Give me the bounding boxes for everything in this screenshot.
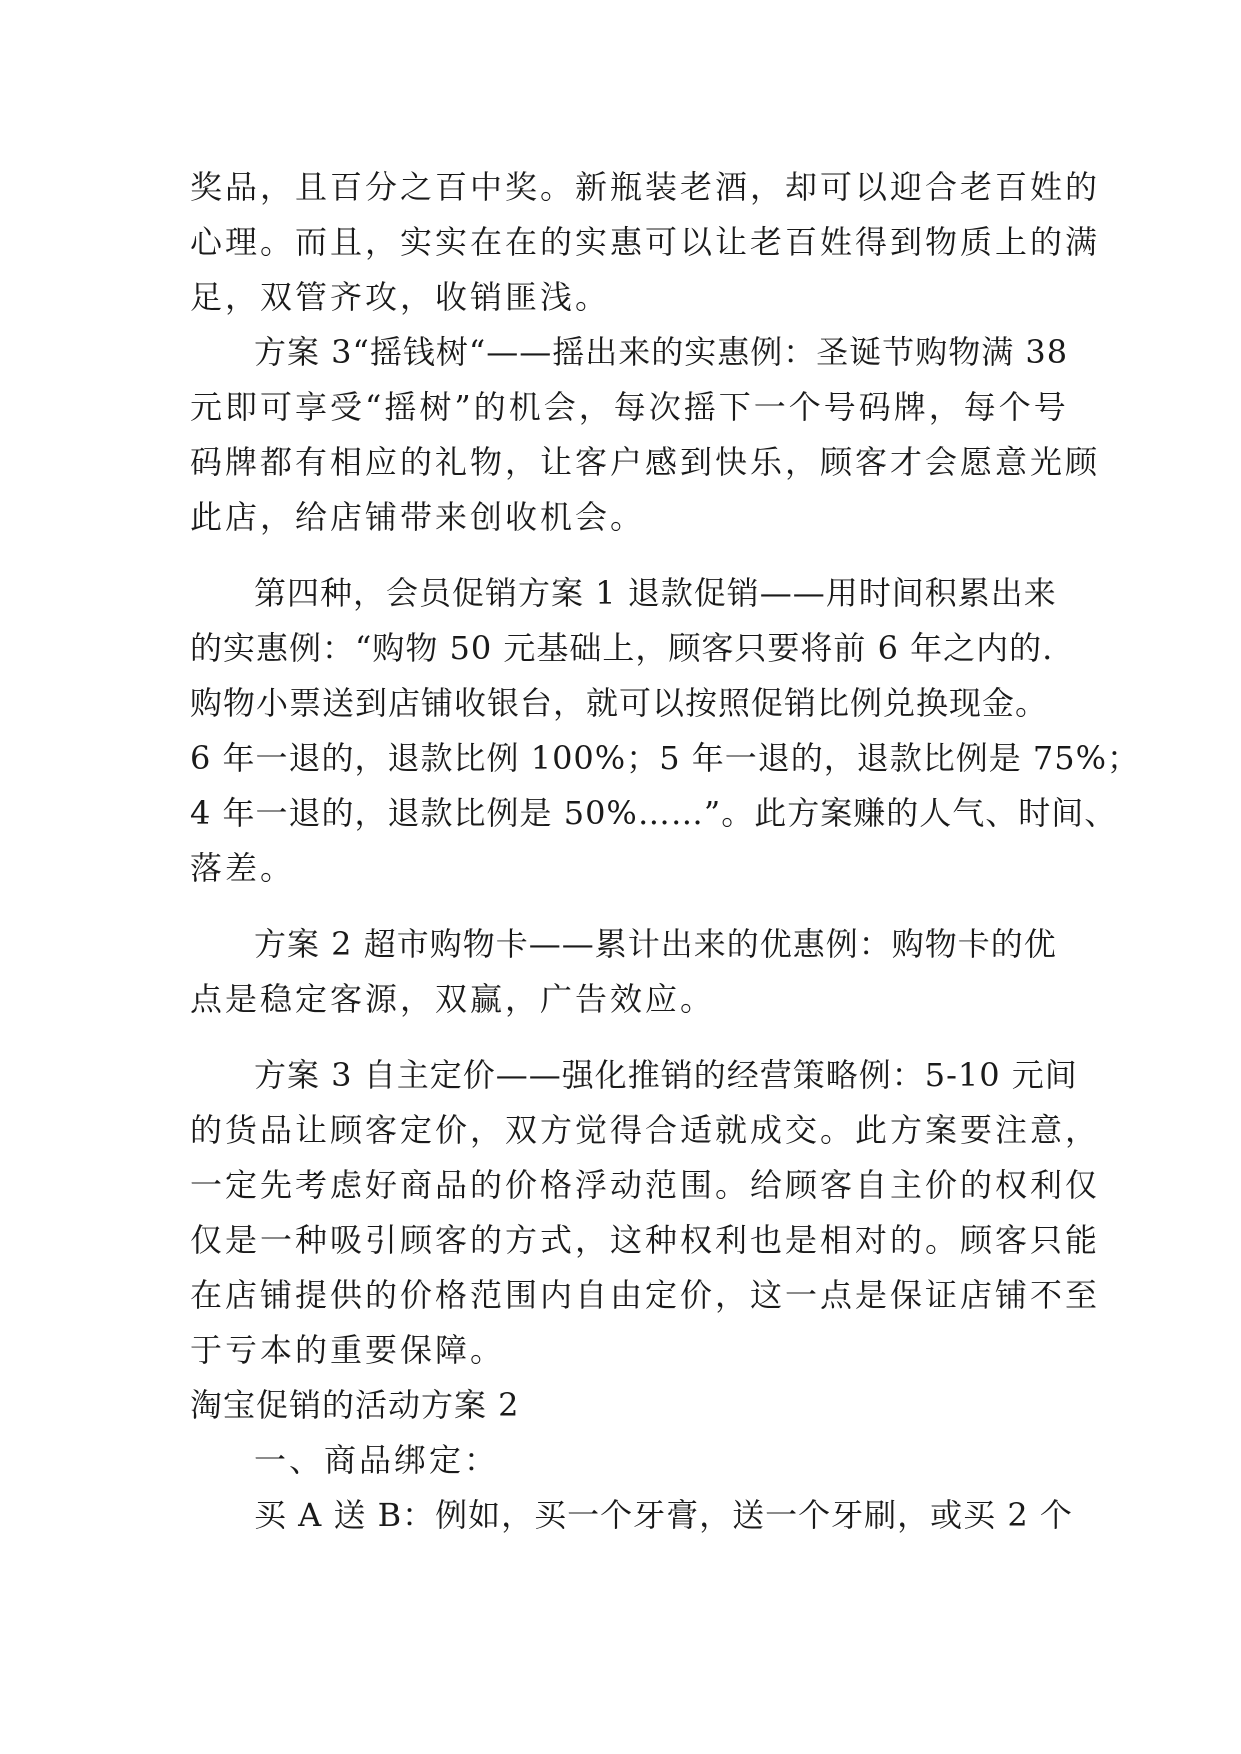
text-line: 元即可享受“摇树”的机会，每次摇下一个号码牌，每个号 [190, 388, 1069, 426]
text-line: 落差。 [190, 849, 296, 887]
text-line: 心理。而且，实实在在的实惠可以让老百姓得到物质上的满 [190, 223, 1101, 261]
text-line: 仅是一种吸引顾客的方式，这种权利也是相对的。顾客只能 [190, 1221, 1101, 1259]
text-line: 方案 3 自主定价——强化推销的经营策略例：5-10 元间 [254, 1056, 1078, 1094]
section-heading: 淘宝促销的活动方案 2 [190, 1386, 520, 1424]
text-line: 方案 2 超市购物卡——累计出来的优惠例：购物卡的优 [254, 925, 1057, 963]
text-line: 第四种，会员促销方案 1 退款促销——用时间积累出来 [254, 574, 1057, 612]
text-line: 此店，给店铺带来创收机会。 [190, 498, 646, 536]
text-line: 4 年一退的，退款比例是 50%……”。此方案赚的人气、时间、 [190, 794, 1118, 832]
text-line: 方案 3“摇钱树“——摇出来的实惠例：圣诞节购物满 38 [254, 333, 1069, 371]
text-line: 于亏本的重要保障。 [190, 1331, 506, 1369]
text-line: 在店铺提供的价格范围内自由定价，这一点是保证店铺不至 [190, 1276, 1101, 1314]
text-line: 码牌都有相应的礼物，让客户感到快乐，顾客才会愿意光顾 [190, 443, 1101, 481]
text-line: 一、商品绑定： [254, 1441, 500, 1479]
text-line: 买 A 送 B：例如，买一个牙膏，送一个牙刷，或买 2 个 [254, 1496, 1073, 1534]
text-line: 足，双管齐攻，收销匪浅。 [190, 278, 611, 316]
text-line: 的实惠例：“购物 50 元基础上，顾客只要将前 6 年之内的. [190, 629, 1054, 667]
text-line: 6 年一退的，退款比例 100%；5 年一退的，退款比例是 75%； [190, 739, 1141, 777]
text-line: 一定先考虑好商品的价格浮动范围。给顾客自主价的权利仅 [190, 1166, 1101, 1204]
text-line: 点是稳定客源，双赢，广告效应。 [190, 980, 716, 1018]
text-line: 的货品让顾客定价，双方觉得合适就成交。此方案要注意， [190, 1111, 1101, 1149]
text-line: 奖品，且百分之百中奖。新瓶装老酒，却可以迎合老百姓的 [190, 168, 1101, 206]
text-line: 购物小票送到店铺收银台，就可以按照促销比例兑换现金。 [190, 684, 1049, 722]
